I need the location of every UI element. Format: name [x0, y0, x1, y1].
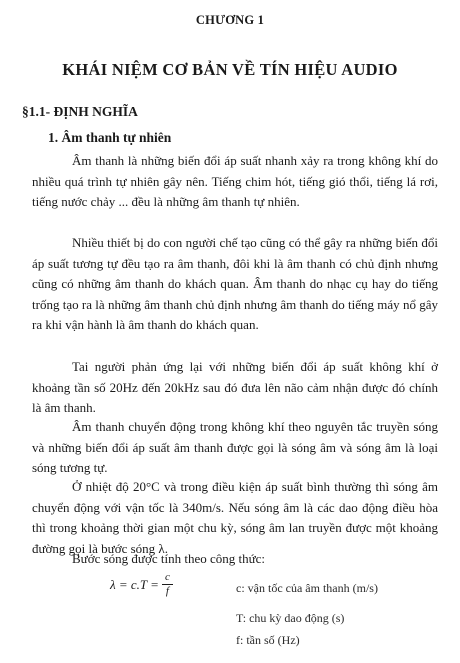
paragraph: Bước sóng được tính theo công thức:	[72, 551, 266, 566]
chapter-title: KHÁI NIỆM CƠ BẢN VỀ TÍN HIỆU AUDIO	[62, 60, 398, 79]
paragraph-block	[32, 233, 438, 344]
paragraph-block	[32, 549, 438, 578]
formula-lhs: λ = c.T =	[110, 576, 159, 592]
section-heading: §1.1- ĐỊNH NGHĨA	[22, 104, 138, 119]
formula-fraction	[162, 571, 173, 598]
paragraph: Âm thanh là những biến đổi áp suất nhanh xảy ra trong không khí do nhiều quá trình tự nhiên gây nên. Tiếng chim hót, tiếng gió thổi, tiếng lá rơi, tiếng nước chảy ... đều là những âm thanh tự nhiên.	[32, 153, 438, 210]
paragraph: Nhiều thiết bị do con người chế tạo cũng có thể gây ra những biến đổi áp suất tương tự đều tạo ra âm thanh, đôi khi là âm thanh có chủ định nhưng cũng có những âm thanh do khách quan. Âm thanh do nhạc cụ hay do tiếng trống tạo ra là những âm thanh chủ định nhưng âm thanh do tiếng máy nổ gây ra khi vận hành là âm thanh do khách quan.	[32, 235, 438, 333]
formula-denominator: f	[165, 585, 169, 597]
definition-item: f: tần số (Hz)	[236, 633, 300, 647]
paragraph: Ở nhiệt độ 20°C và trong điều kiện áp suất bình thường thì sóng âm chuyển động với vận tốc là 340m/s. Nếu sóng âm là các dao động điều hòa thì trong khoảng thời gian một chu kỳ, sóng âm lan truyền được một khoảng đường gọi là bước sóng λ.	[32, 479, 438, 556]
paragraph: Tai người phản ứng lại với những biến đổi áp suất không khí ở khoảng tần số 20Hz đến 20kHz sau đó đưa lên não cảm nhận được đó chính là âm thanh.	[32, 359, 438, 416]
formula-numerator: c	[162, 571, 173, 585]
definition-item: T: chu kỳ dao động (s)	[236, 611, 345, 625]
chapter-heading: CHƯƠNG 1	[195, 13, 265, 27]
paragraph: Âm thanh chuyển động trong không khí theo nguyên tắc truyền sóng và những biến đổi áp suất âm thanh được gọi là sóng âm và sóng âm là loại sóng tương tự.	[32, 419, 438, 476]
wavelength-formula	[110, 571, 173, 598]
definition-item: c: vận tốc của âm thanh (m/s)	[236, 581, 378, 595]
subsection-heading: 1. Âm thanh tự nhiên	[48, 130, 172, 145]
paragraph-block	[32, 151, 438, 221]
